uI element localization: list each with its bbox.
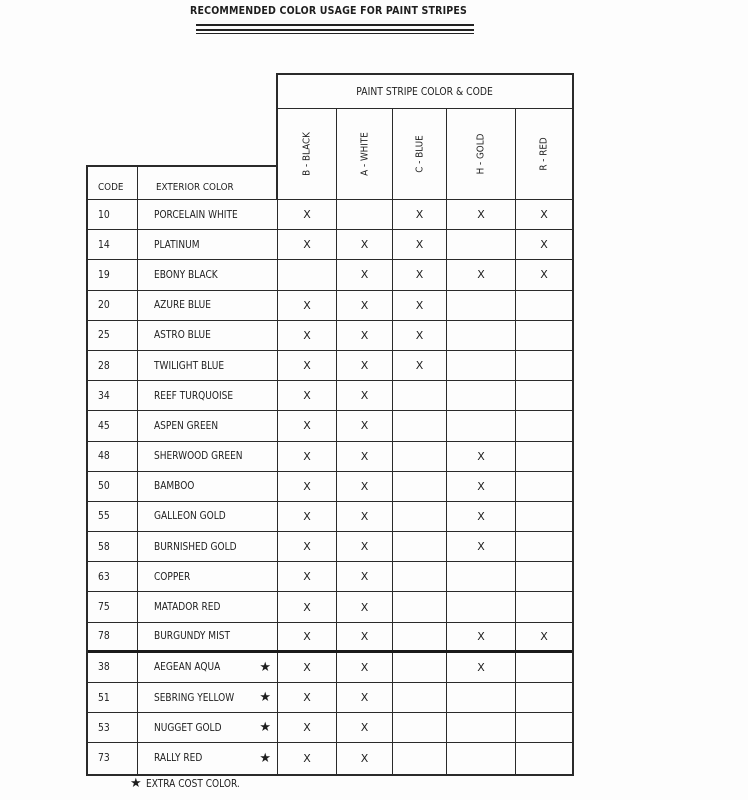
table-row — [88, 592, 572, 622]
mark-cell-red: X — [540, 629, 548, 643]
mark-cell-white: X — [337, 683, 393, 712]
mark-cell-gold — [447, 321, 516, 350]
exterior-color-cell — [138, 351, 278, 380]
mark-cell-gold — [447, 683, 516, 712]
mark-cell-red — [516, 291, 572, 320]
column-header-label: B - BLACK — [301, 132, 313, 176]
stripe-group-header-label: PAINT STRIPE COLOR & CODE — [356, 85, 494, 98]
table-row — [88, 472, 572, 502]
exterior-color-cell — [138, 713, 278, 742]
mark-cell-white: X — [337, 260, 393, 289]
exterior-color-name: EBONY BLACK — [154, 268, 218, 281]
table-body — [86, 199, 574, 776]
exterior-color-header-label: EXTERIOR COLOR — [156, 182, 234, 193]
column-header-blue — [393, 109, 447, 199]
exterior-color-name: REEF TURQUOISE — [154, 389, 234, 402]
code-cell — [88, 472, 138, 501]
page-title: RECOMMENDED COLOR USAGE FOR PAINT STRIPES — [190, 4, 468, 17]
mark-cell-red — [516, 351, 572, 380]
mark-cell-red — [516, 472, 572, 501]
mark-cell-red: X — [540, 238, 548, 252]
exterior-color-cell — [138, 653, 278, 682]
mark-cell-black: X — [278, 653, 337, 682]
stripe-group-header — [276, 73, 574, 109]
exterior-color-name: PORCELAIN WHITE — [154, 208, 238, 221]
mark-cell-red: X — [540, 208, 548, 222]
mark-cell-white: X — [337, 291, 393, 320]
color-code: 19 — [98, 268, 110, 281]
mark-cell-blue: X — [393, 291, 447, 320]
mark-cell-black: X — [278, 442, 337, 471]
mark-cell-white: X — [337, 230, 393, 259]
exterior-color-name: SHERWOOD GREEN — [154, 450, 243, 463]
exterior-color-name: TWILIGHT BLUE — [154, 359, 225, 372]
mark-cell-gold — [447, 230, 516, 259]
mark-cell-black: X — [278, 230, 337, 259]
mark-cell-red — [516, 411, 572, 440]
mark-cell-white: X — [337, 623, 393, 650]
column-header-black — [278, 109, 337, 199]
mark-cell-white: X — [337, 653, 393, 682]
color-code: 50 — [98, 480, 110, 493]
mark-cell-white: X — [337, 381, 393, 410]
mark-cell-red — [516, 713, 572, 742]
exterior-color-name: BURNISHED GOLD — [154, 540, 237, 553]
mark-cell-gold: X — [447, 442, 516, 471]
code-cell — [88, 562, 138, 591]
mark-cell-white — [337, 200, 393, 229]
footnote-text: EXTRA COST COLOR. — [145, 777, 240, 790]
color-code: 53 — [98, 721, 110, 734]
mark-cell-black: X — [278, 592, 337, 621]
exterior-color-name: ASPEN GREEN — [154, 419, 219, 432]
mark-cell-blue — [393, 653, 447, 682]
mark-cell-red — [516, 592, 572, 621]
exterior-color-cell — [138, 411, 278, 440]
code-cell — [88, 532, 138, 561]
table-row — [88, 562, 572, 592]
table-row — [88, 502, 572, 532]
code-cell — [88, 623, 138, 650]
code-cell — [88, 381, 138, 410]
mark-cell-gold — [447, 411, 516, 440]
color-code: 45 — [98, 419, 110, 432]
mark-cell-red — [516, 683, 572, 712]
exterior-color-cell — [138, 230, 278, 259]
table-row — [88, 260, 572, 290]
title-rule — [196, 24, 474, 26]
color-code: 34 — [98, 389, 110, 402]
mark-cell-gold — [447, 592, 516, 621]
code-cell — [88, 411, 138, 440]
mark-cell-blue — [393, 623, 447, 650]
exterior-color-name: COPPER — [154, 570, 191, 583]
mark-cell-black: X — [278, 562, 337, 591]
color-code: 48 — [98, 450, 110, 463]
color-code: 14 — [98, 238, 110, 251]
mark-cell-black: X — [278, 351, 337, 380]
exterior-color-name: RALLY RED — [154, 752, 203, 765]
mark-cell-black: X — [278, 623, 337, 650]
exterior-color-name: BURGUNDY MIST — [154, 630, 230, 643]
table-row — [88, 351, 572, 381]
column-header-white — [337, 109, 393, 199]
table-row — [88, 532, 572, 562]
mark-cell-blue — [393, 532, 447, 561]
mark-cell-blue: X — [393, 351, 447, 380]
mark-cell-blue: X — [393, 230, 447, 259]
mark-cell-blue — [393, 562, 447, 591]
exterior-color-cell — [138, 442, 278, 471]
mark-cell-black: X — [278, 291, 337, 320]
exterior-color-cell — [138, 623, 278, 650]
title-rule — [196, 33, 474, 34]
mark-cell-red — [516, 653, 572, 682]
code-cell — [88, 442, 138, 471]
exterior-color-name: PLATINUM — [154, 238, 200, 251]
exterior-color-cell — [138, 532, 278, 561]
mark-cell-white: X — [337, 411, 393, 440]
color-code: 78 — [98, 630, 110, 643]
table-row — [88, 230, 572, 260]
color-code: 75 — [98, 601, 110, 614]
exterior-color-cell — [138, 200, 278, 229]
color-code: 73 — [98, 752, 110, 765]
exterior-color-name: GALLEON GOLD — [154, 510, 226, 523]
exterior-color-cell — [138, 381, 278, 410]
exterior-color-name: NUGGET GOLD — [154, 721, 222, 734]
mark-cell-red: X — [540, 268, 548, 282]
exterior-color-name: ASTRO BLUE — [154, 329, 211, 342]
mark-cell-white: X — [337, 713, 393, 742]
exterior-color-cell — [138, 321, 278, 350]
code-header — [86, 165, 138, 199]
mark-cell-red — [516, 321, 572, 350]
mark-cell-red — [516, 532, 572, 561]
exterior-color-name: SEBRING YELLOW — [154, 691, 235, 704]
exterior-color-cell — [138, 562, 278, 591]
mark-cell-black: X — [278, 683, 337, 712]
mark-cell-red — [516, 381, 572, 410]
mark-cell-black: X — [278, 713, 337, 742]
code-cell — [88, 502, 138, 531]
mark-cell-black: X — [278, 502, 337, 531]
star-icon: ★ — [259, 659, 271, 675]
column-header-label: H - GOLD — [475, 133, 487, 175]
exterior-color-cell — [138, 260, 278, 289]
mark-cell-gold — [447, 381, 516, 410]
mark-cell-blue — [393, 442, 447, 471]
star-icon: ★ — [130, 776, 142, 791]
star-icon: ★ — [259, 720, 271, 736]
mark-cell-blue — [393, 592, 447, 621]
mark-cell-blue: X — [393, 200, 447, 229]
star-icon: ★ — [259, 690, 271, 706]
star-icon: ★ — [259, 750, 271, 766]
exterior-color-cell — [138, 472, 278, 501]
table-row — [88, 713, 572, 743]
code-cell — [88, 321, 138, 350]
column-header-label: C - BLUE — [414, 135, 425, 173]
mark-cell-gold: X — [447, 260, 516, 289]
table-row — [88, 411, 572, 441]
color-code: 20 — [98, 299, 110, 312]
table-row — [88, 623, 572, 653]
color-code: 51 — [98, 691, 110, 704]
exterior-color-name: MATADOR RED — [154, 601, 221, 614]
mark-cell-white: X — [337, 562, 393, 591]
column-header-red — [516, 109, 572, 199]
mark-cell-blue — [393, 472, 447, 501]
table-row — [88, 743, 572, 773]
column-header-gold — [447, 109, 516, 199]
color-code: 38 — [98, 661, 110, 674]
color-code: 63 — [98, 570, 110, 583]
mark-cell-black: X — [278, 381, 337, 410]
exterior-color-name: BAMBOO — [154, 480, 195, 493]
table-row — [88, 442, 572, 472]
table-row — [88, 200, 572, 230]
mark-cell-blue: X — [393, 321, 447, 350]
exterior-color-cell — [138, 743, 278, 773]
mark-cell-blue — [393, 713, 447, 742]
mark-cell-gold — [447, 562, 516, 591]
mark-cell-gold: X — [447, 200, 516, 229]
code-cell — [88, 291, 138, 320]
stripe-column-headers — [276, 109, 574, 199]
color-code: 10 — [98, 208, 110, 221]
footnote — [130, 776, 255, 791]
exterior-color-name: AEGEAN AQUA — [154, 661, 221, 674]
mark-cell-gold — [447, 351, 516, 380]
mark-cell-black — [278, 260, 337, 289]
mark-cell-red — [516, 502, 572, 531]
mark-cell-gold — [447, 743, 516, 773]
mark-cell-blue — [393, 502, 447, 531]
mark-cell-black: X — [278, 532, 337, 561]
code-cell — [88, 683, 138, 712]
mark-cell-black: X — [278, 472, 337, 501]
column-header-label: A - WHITE — [359, 132, 370, 176]
code-cell — [88, 200, 138, 229]
mark-cell-blue — [393, 683, 447, 712]
code-cell — [88, 351, 138, 380]
mark-cell-gold: X — [447, 502, 516, 531]
mark-cell-blue: X — [393, 260, 447, 289]
mark-cell-white: X — [337, 743, 393, 773]
table-row — [88, 291, 572, 321]
paint-stripe-table — [86, 73, 576, 769]
code-cell — [88, 713, 138, 742]
code-cell — [88, 653, 138, 682]
column-header-label: R - RED — [538, 137, 550, 171]
mark-cell-white: X — [337, 351, 393, 380]
mark-cell-gold: X — [447, 472, 516, 501]
code-header-label: CODE — [98, 182, 124, 193]
mark-cell-black: X — [278, 321, 337, 350]
mark-cell-red — [516, 743, 572, 773]
mark-cell-gold — [447, 291, 516, 320]
mark-cell-white: X — [337, 472, 393, 501]
exterior-color-cell — [138, 291, 278, 320]
mark-cell-white: X — [337, 321, 393, 350]
mark-cell-gold: X — [447, 532, 516, 561]
mark-cell-black: X — [278, 743, 337, 773]
mark-cell-gold: X — [447, 623, 516, 650]
table-row — [88, 381, 572, 411]
table-row — [88, 321, 572, 351]
exterior-color-cell — [138, 502, 278, 531]
code-cell — [88, 592, 138, 621]
mark-cell-white: X — [337, 442, 393, 471]
mark-cell-blue — [393, 743, 447, 773]
mark-cell-blue — [393, 411, 447, 440]
color-code: 55 — [98, 510, 110, 523]
color-code: 28 — [98, 359, 110, 372]
mark-cell-white: X — [337, 532, 393, 561]
exterior-color-cell — [138, 592, 278, 621]
mark-cell-blue — [393, 381, 447, 410]
code-cell — [88, 260, 138, 289]
exterior-color-cell — [138, 683, 278, 712]
mark-cell-gold — [447, 713, 516, 742]
mark-cell-white: X — [337, 502, 393, 531]
title-rule — [196, 29, 474, 31]
mark-cell-gold: X — [447, 653, 516, 682]
exterior-color-name: AZURE BLUE — [154, 299, 211, 312]
table-row — [88, 683, 572, 713]
mark-cell-black: X — [278, 200, 337, 229]
mark-cell-red — [516, 442, 572, 471]
table-row — [88, 653, 572, 683]
mark-cell-black: X — [278, 411, 337, 440]
code-cell — [88, 230, 138, 259]
exterior-color-header — [138, 165, 276, 199]
code-cell — [88, 743, 138, 773]
mark-cell-white: X — [337, 592, 393, 621]
color-code: 58 — [98, 540, 110, 553]
color-code: 25 — [98, 329, 110, 342]
mark-cell-red — [516, 562, 572, 591]
